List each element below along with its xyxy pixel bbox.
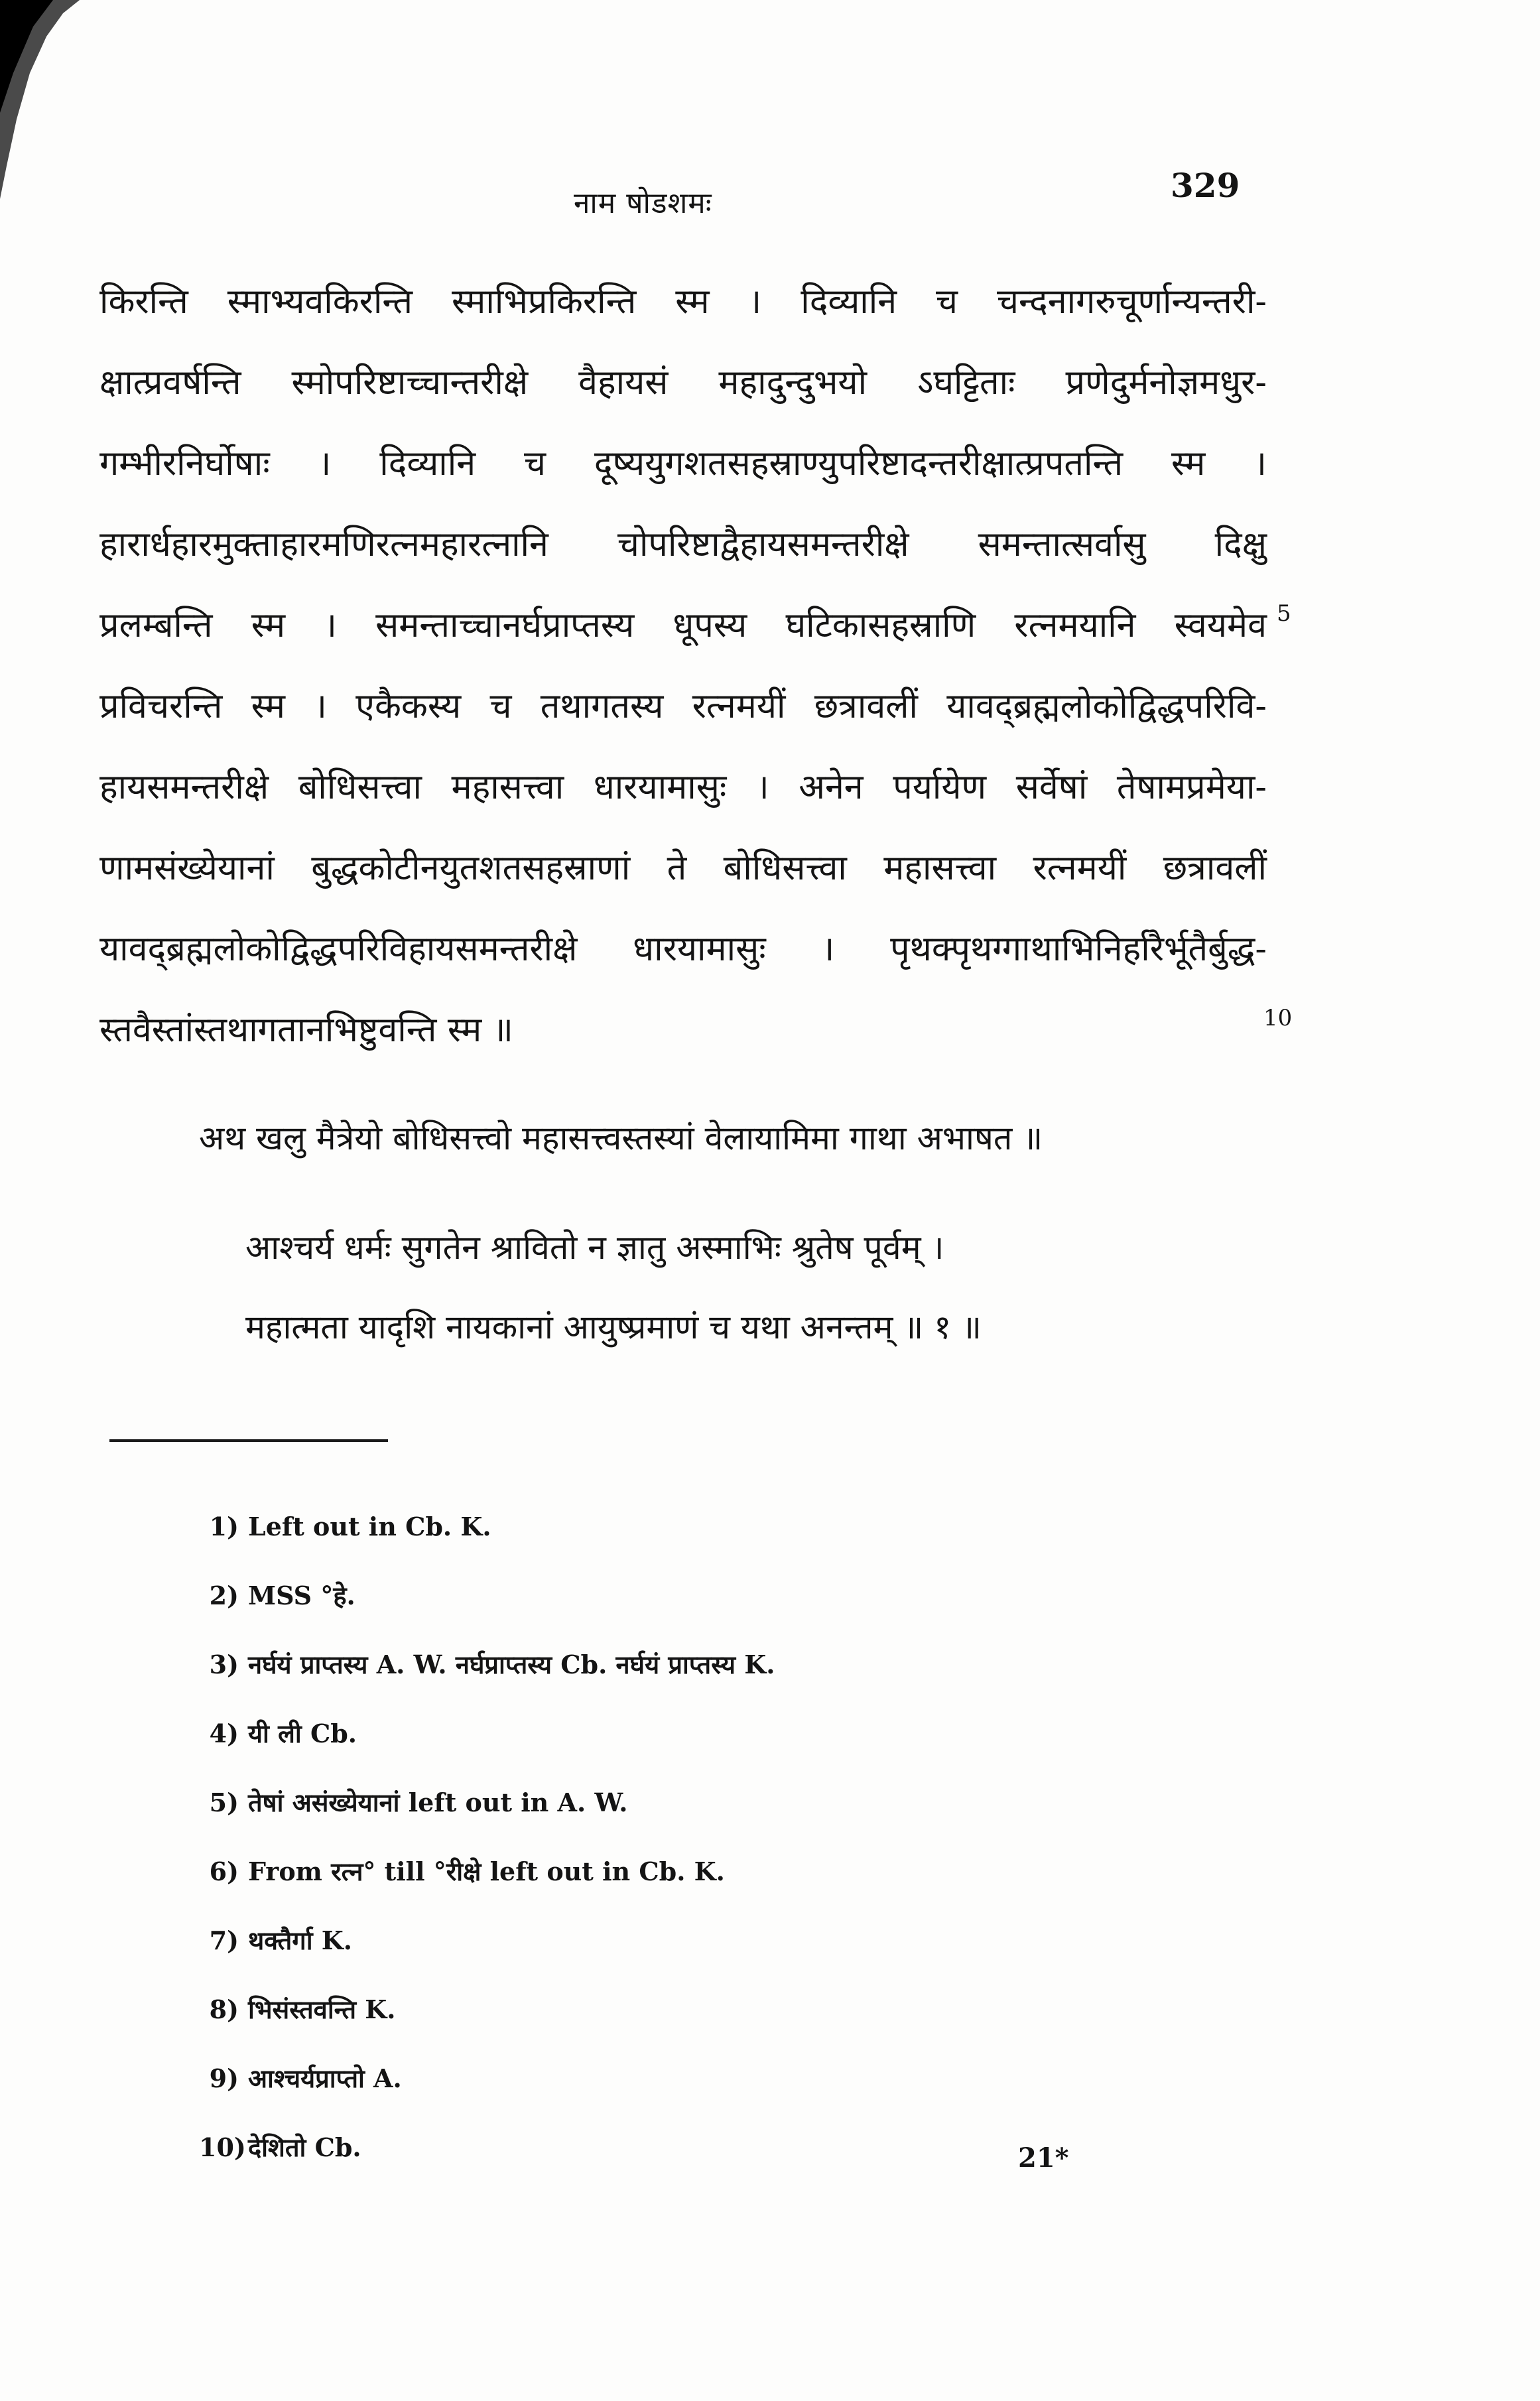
- footnotes: [199, 1492, 775, 2182]
- footnote: [199, 1768, 775, 1837]
- main-text-block: [99, 269, 1267, 1078]
- footnote-number: 8): [209, 1994, 239, 2024]
- verse-line-1: आश्चर्य धर्मः सुगतेन श्रावितो न ज्ञातु अस्माभिः श्रुतेष पूर्वम् ।: [245, 1228, 944, 1267]
- verse-introduction: अथ खलु मैत्रेयो बोधिसत्त्वो महासत्त्वस्तस्यां वेलायामिमा गाथा अभाषत ॥: [199, 1119, 1043, 1157]
- footnote-number: 7): [209, 1925, 239, 1955]
- footnote-number: 6): [209, 1856, 239, 1886]
- signature-mark: 21*: [1018, 2142, 1069, 2174]
- footnote-text: From रत्न° till °रीक्षे left out in Cb. K.: [248, 1856, 725, 1886]
- footnote: [199, 1561, 775, 1630]
- text-line: प्रलम्बन्ति स्म । समन्ताच्चानर्घप्राप्तस्य धूपस्य घटिकासहस्राणि रत्नमयानि स्वयमेव: [99, 606, 1267, 645]
- page-header: [0, 166, 1540, 219]
- text-line: स्तवैस्तांस्तथागतानभिष्टुवन्ति स्म ॥: [99, 1010, 513, 1050]
- text-line: णामसंख्येयानां बुद्धकोटीनयुतशतसहस्राणां ते बोधिसत्त्वा महासत्त्वा रत्नमयीं छत्रावलीं: [99, 848, 1267, 888]
- line-marker-5: 5: [1277, 600, 1291, 627]
- footnote-text: तेषां असंख्येयानां left out in A. W.: [248, 1787, 628, 1817]
- text-line: किरन्ति स्माभ्यवकिरन्ति स्माभिप्रकिरन्ति स्म । दिव्यानि च चन्दनागरुचूर्णान्यन्तरी-: [99, 282, 1267, 322]
- footnote: [199, 1699, 775, 1768]
- footnote: [199, 2113, 775, 2182]
- footnote-number: 10): [199, 2132, 246, 2162]
- text-line: प्रविचरन्ति स्म । एकैकस्य च तथागतस्य रत्नमयीं छत्रावलीं यावद्ब्रह्मलोकोद्विद्धपरिवि-: [99, 686, 1267, 726]
- text-line: हायसमन्तरीक्षे बोधिसत्त्वा महासत्त्वा धारयामासुः । अनेन पर्यायेण सर्वेषां तेषामप्रमेया-: [99, 767, 1267, 807]
- footnote-text: यी ली Cb.: [248, 1719, 357, 1748]
- footnote: [199, 1975, 775, 2044]
- line-marker-10: 10: [1263, 1005, 1293, 1031]
- footnote: [199, 2044, 775, 2113]
- text-line: क्षात्प्रवर्षन्ति स्मोपरिष्टाच्चान्तरीक्षे वैहायसं महादुन्दुभयो ऽघट्टिताः प्रणेदुर्मनोज्ञमधुर-: [99, 363, 1267, 403]
- footnote-number: 1): [209, 1512, 239, 1541]
- footnote-text: देशितो Cb.: [248, 2132, 361, 2162]
- footnote-number: 9): [209, 2063, 239, 2093]
- footnote-number: 4): [209, 1719, 239, 1748]
- footnote-divider: [109, 1439, 388, 1442]
- footnote-text: थक्तैर्गा K.: [248, 1925, 353, 1955]
- footnote: [199, 1630, 775, 1699]
- text-line: यावद्ब्रह्मलोकोद्विद्धपरिविहायसमन्तरीक्षे धारयामासुः । पृथक्पृथग्गाथाभिनिर्हारैर्भूतैर्बुद्ध-: [99, 929, 1267, 969]
- text-line: गम्भीरनिर्घोषाः । दिव्यानि च दूष्ययुगशतसहस्राण्युपरिष्टादन्तरीक्षात्प्रपतन्ति स्म ।: [99, 444, 1267, 484]
- footnote: [199, 1837, 775, 1906]
- footnote-text: Left out in Cb. K.: [248, 1512, 491, 1541]
- footnote-text: भिसंस्तवन्ति K.: [248, 1994, 396, 2024]
- footnote-number: 5): [209, 1787, 239, 1817]
- page-number: 329: [1171, 166, 1240, 205]
- footnote-text: नर्घयं प्राप्तस्य A. W. नर्घप्राप्तस्य Cb. नर्घयं प्राप्तस्य K.: [248, 1650, 775, 1679]
- running-title: नाम षोडशमः: [574, 186, 712, 220]
- verse-line-2: महात्मता यादृशि नायकानां आयुष्प्रमाणं च यथा अनन्तम् ॥ १ ॥: [245, 1308, 982, 1346]
- text-line: हारार्धहारमुक्ताहारमणिरत्नमहारत्नानि चोपरिष्टाद्वैहायसमन्तरीक्षे समन्तात्सर्वासु दिक्षु: [99, 525, 1267, 564]
- footnote-text: आश्चर्यप्राप्तो A.: [248, 2063, 402, 2093]
- footnote: [199, 1906, 775, 1975]
- footnote-text: MSS °हे.: [248, 1581, 355, 1610]
- footnote: [199, 1492, 775, 1561]
- footnote-number: 3): [209, 1650, 239, 1679]
- footnote-number: 2): [209, 1581, 239, 1610]
